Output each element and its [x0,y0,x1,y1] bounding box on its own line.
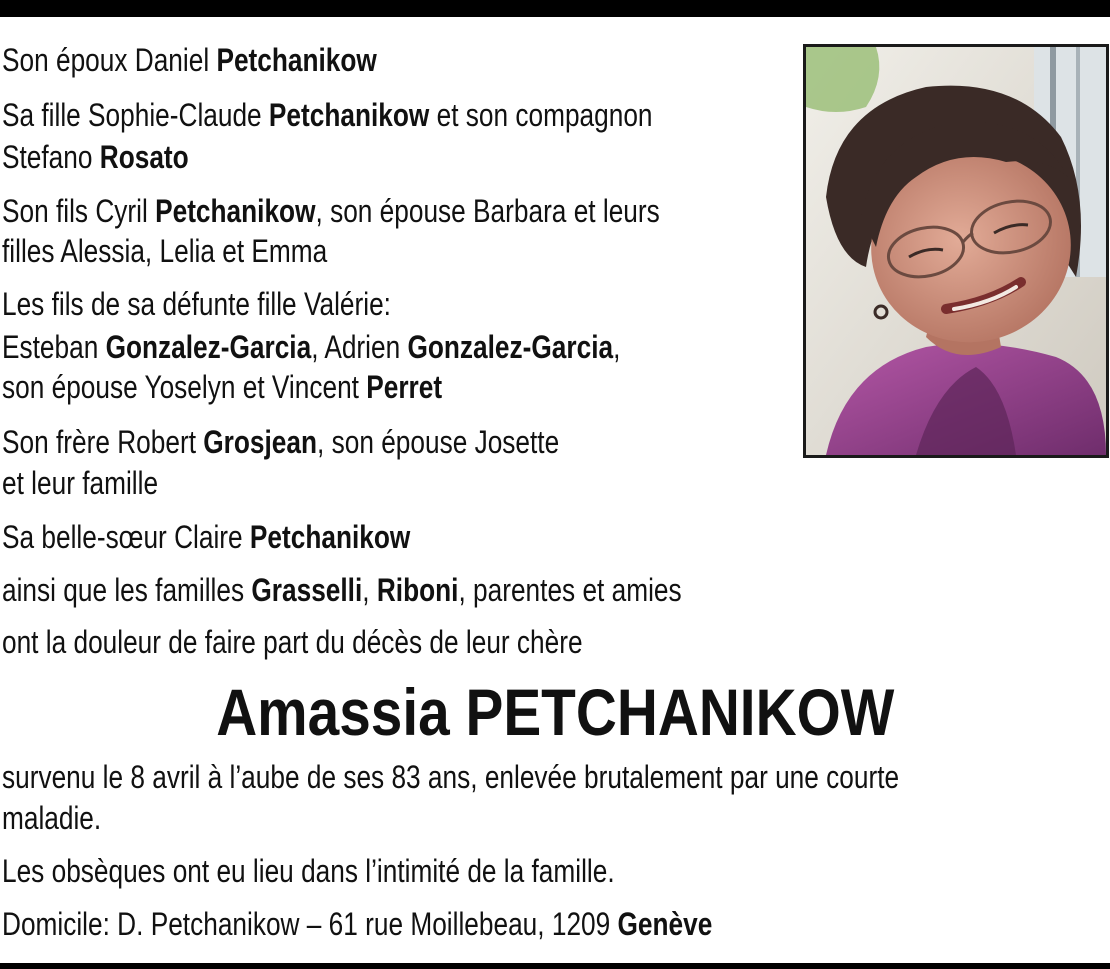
text-line-11: Sa belle-sœur Claire Petchanikow [2,519,411,555]
text-line-14: survenu le 8 avril à l’aube de ses 83 ans, enlevée brutalement par une courte [2,759,900,795]
text-line-16: Les obsèques ont eu lieu dans l’intimité de la famille. [2,853,615,889]
bottom-border-rule [0,963,1110,969]
text-line-8: son épouse Yoselyn et Vincent Perret [2,369,443,405]
text-line-6: Les fils de sa défunte fille Valérie: [2,286,391,322]
text-line-5: filles Alessia, Lelia et Emma [2,233,328,269]
portrait-illustration [806,47,1106,455]
text-line-3: Stefano Rosato [2,139,189,175]
portrait-photo [803,44,1109,458]
text-line-9: Son frère Robert Grosjean, son épouse Josette [2,424,560,460]
text-line-7: Esteban Gonzalez-Garcia, Adrien Gonzalez-Garcia, [2,329,621,365]
text-line-4: Son fils Cyril Petchanikow, son épouse Barbara et leurs [2,193,660,229]
top-border-rule [0,0,1110,17]
text-line-13: ont la douleur de faire part du décès de leur chère [2,624,583,660]
text-line-10: et leur famille [2,465,159,501]
text-line-15: maladie. [2,800,102,836]
deceased-name: Amassia PETCHANIKOW [215,675,895,749]
text-line-2: Sa fille Sophie-Claude Petchanikow et son compagnon [2,97,653,133]
text-line-1: Son époux Daniel Petchanikow [2,42,377,78]
text-line-12: ainsi que les familles Grasselli, Riboni, parentes et amies [2,572,682,608]
text-line-17: Domicile: D. Petchanikow – 61 rue Moillebeau, 1209 Genève [2,906,713,942]
